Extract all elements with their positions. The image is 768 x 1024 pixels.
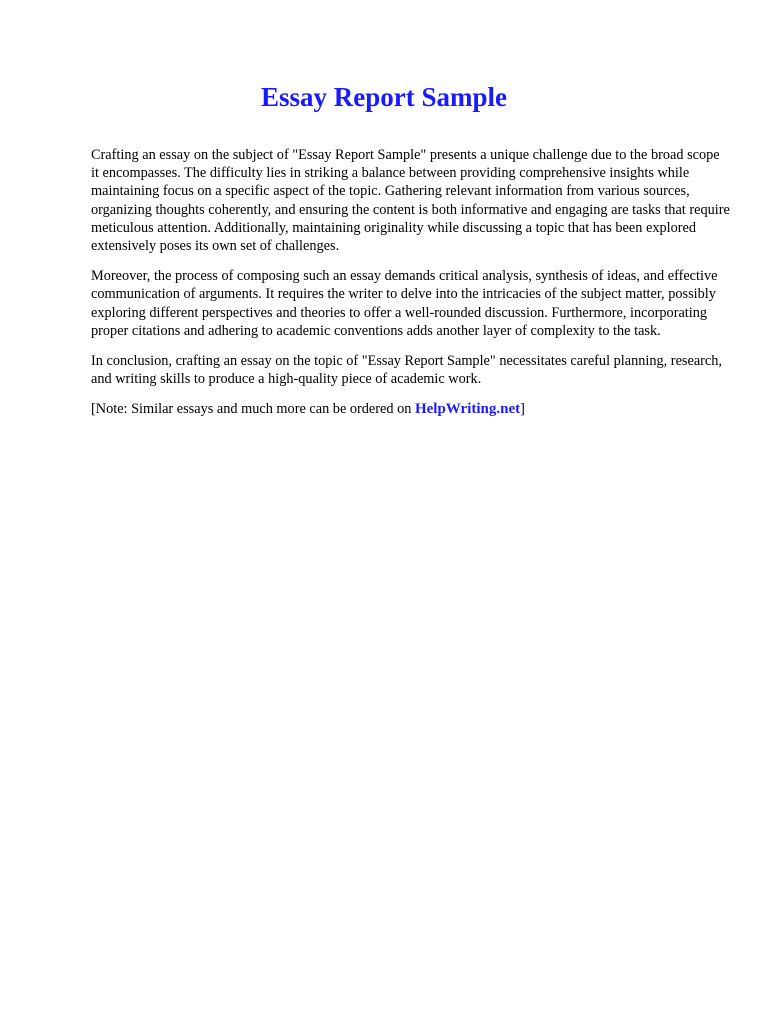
paragraph-intro: Crafting an essay on the subject of "Essay Report Sample" presents a unique challenge due to the broad scope it encompasses. The difficulty lies in striking a balance between providing comprehensive insights while maintaining focus on a specific aspect of the topic. Gathering relevant information from various sources, organizing thoughts coherently, and ensuring the content is both informative and engaging are tasks that require meticulous attention. Additionally, maintaining originality while discussing a topic that has been explored extensively poses its own set of challenges. <box>91 147 730 255</box>
paragraph-analysis: Moreover, the process of composing such an essay demands critical analysis, synthesis of ideas, and effective communication of arguments. It requires the writer to delve into the intricacies of the subject matter, possibly exploring different perspectives and theories to offer a well-rounded discussion. Furthermore, incorporating proper citations and adhering to academic conventions adds another layer of complexity to the task. <box>91 268 718 339</box>
note-suffix: ] <box>520 401 525 418</box>
note-prefix: [Note: Similar essays and much more can be ordered on <box>91 401 415 418</box>
document-body <box>91 146 731 419</box>
paragraph-conclusion: In conclusion, crafting an essay on the topic of "Essay Report Sample" necessitates careful planning, research, and writing skills to produce a high-quality piece of academic work. <box>91 353 722 388</box>
order-note <box>91 400 731 418</box>
document-title: Essay Report Sample <box>260 82 507 112</box>
helpwriting-link[interactable]: HelpWriting.net <box>414 401 521 418</box>
